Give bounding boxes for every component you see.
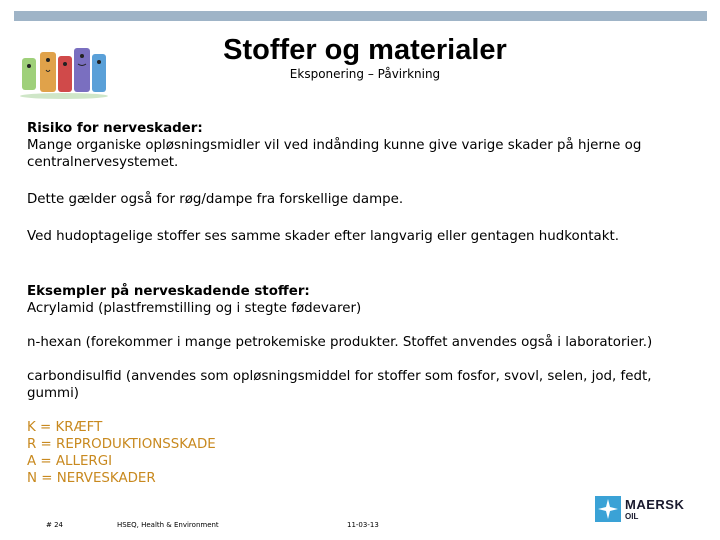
- section-heading-risk: Risiko for nerveskader:: [27, 121, 203, 136]
- company-logo: [595, 496, 685, 524]
- section-heading-examples: Eksempler på nerveskadende stoffer:: [27, 284, 310, 299]
- footer-page-number: # 24: [46, 521, 63, 529]
- example-item: Acrylamid (plastfremstilling og i stegte fødevarer): [27, 301, 362, 316]
- legend-item: K = KRÆFT: [27, 420, 103, 435]
- example-item: n-hexan (forekommer i mange petrokemiske produkter. Stoffet anvendes også i laboratorier.): [27, 335, 653, 350]
- paragraph-line: centralnervesystemet.: [27, 155, 179, 170]
- footer-department: HSEQ, Health & Environment: [117, 521, 219, 529]
- footer-date: 11-03-13: [347, 521, 379, 529]
- paragraph-line: Mange organiske opløsningsmidler vil ved indånding kunne give varige skader på hjerne og: [27, 138, 642, 153]
- slide-subtitle: Eksponering – Påvirkning: [289, 67, 441, 81]
- star-icon: [595, 496, 621, 522]
- legend-item: A = ALLERGI: [27, 454, 113, 469]
- legend-item: R = REPRODUKTIONSSKADE: [27, 437, 216, 452]
- hazard-legend: [27, 419, 697, 487]
- header-bar: [14, 11, 707, 21]
- paragraph: Ved hudoptagelige stoffer ses samme skader efter langvarig eller gentagen hudkontakt.: [27, 229, 619, 244]
- slide-body: [27, 120, 697, 487]
- slide-title: Stoffer og materialer: [223, 34, 507, 66]
- chemical-mascots-illustration: [18, 38, 110, 100]
- paragraph: Dette gælder også for røg/dampe fra forskellige dampe.: [27, 192, 404, 207]
- logo-name: MAERSK: [625, 497, 685, 512]
- legend-item: N = NERVESKADER: [27, 471, 156, 486]
- example-item: carbondisulfid (anvendes som opløsningsmiddel for stoffer som fosfor, svovl, selen, jod, fedt,: [27, 369, 652, 384]
- logo-subtext: OIL: [625, 512, 639, 521]
- example-item: gummi): [27, 386, 80, 401]
